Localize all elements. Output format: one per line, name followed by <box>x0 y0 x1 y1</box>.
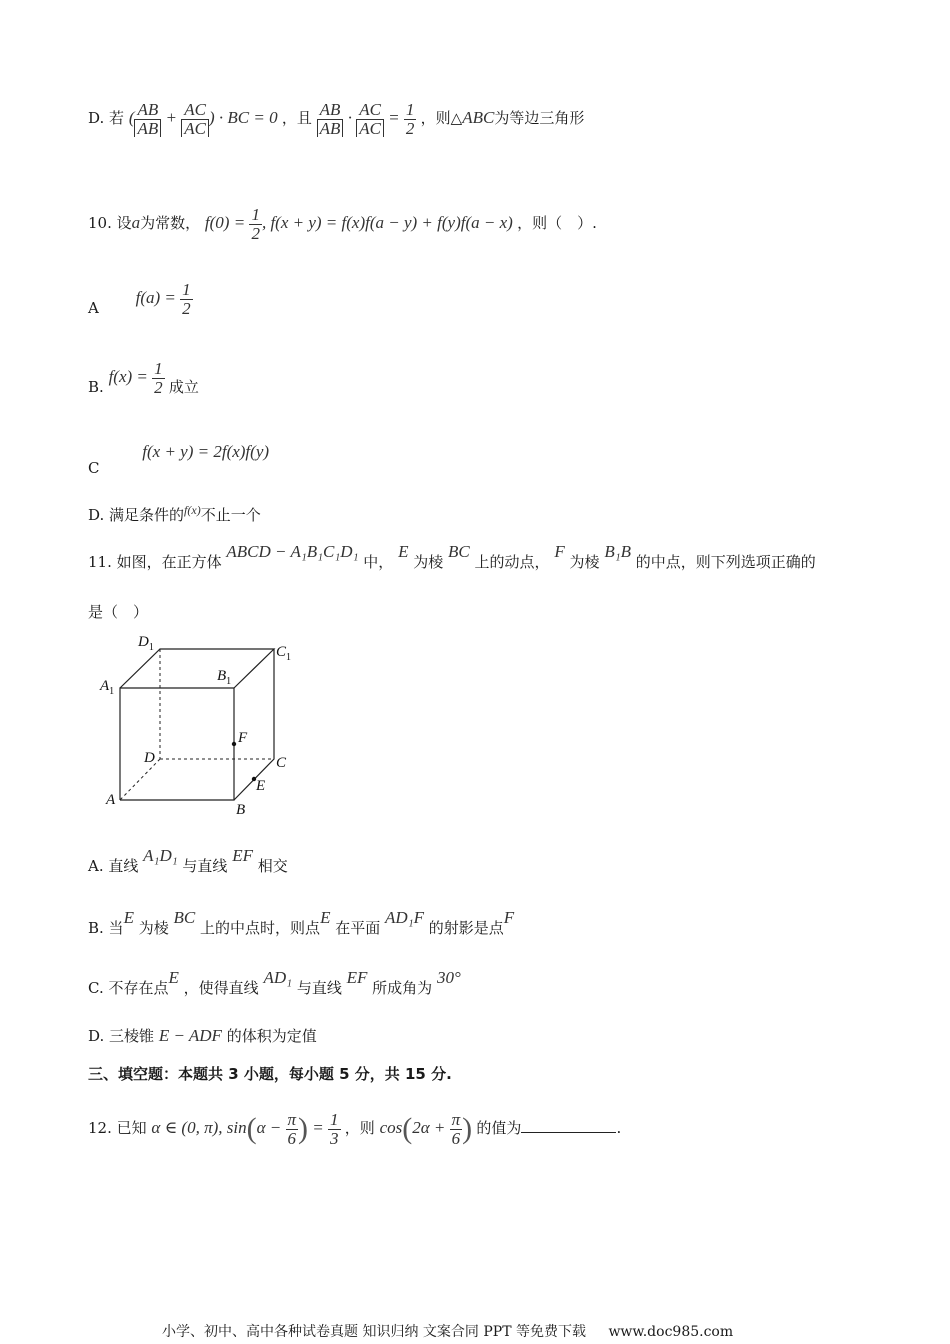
q10b-expr: f(x) = $\frac{1}{2}$ <box>108 358 163 397</box>
q10c-expr: f(x + y) = 2f(x)f(y) <box>142 442 270 461</box>
label-d: D <box>144 750 155 766</box>
label-a: A <box>106 792 116 808</box>
label-e: E <box>256 778 266 794</box>
q10-option-d: D. 满足条件的$^{f(x)}$不止一个 <box>88 503 261 524</box>
q10-option-b: B. f(x) = $\frac{1}{2}$ 成立 <box>88 358 199 397</box>
point-f <box>232 742 236 746</box>
label-a1: $A_1$ <box>100 678 115 697</box>
footer-url[interactable]: www.doc985.com <box>608 1324 734 1340</box>
q11-option-c: C. 不存在点E ，使得直线 AD₁ 与直线 EF 所成角为 30° <box>88 968 461 997</box>
footer <box>162 1322 733 1342</box>
answer-blank[interactable] <box>521 1118 616 1133</box>
cube-figure <box>98 628 308 818</box>
label-c: C <box>276 755 287 771</box>
footer-text: 小学、初中、高中各种试卷真题 知识归纳 文案合同 PPT 等免费下载 <box>162 1324 586 1340</box>
var-a: a <box>131 213 141 232</box>
label-c1: $C_1$ <box>276 644 292 663</box>
q12-condition: α ∈ (0, π), sin(α − $\frac{\pi}{6}$ ) = $\frac{1}{3}$ <box>151 1109 339 1148</box>
q11-option-b: B. 当E 为棱 BC 上的中点时，则点E 在平面 AD₁F 的射影是点F <box>88 908 515 937</box>
label-b1: $B_1$ <box>217 668 232 687</box>
label-f: F <box>238 730 248 746</box>
q10d-fx: f(x) <box>184 503 201 517</box>
cube-front-face <box>120 688 234 800</box>
q11-stem-line2: 是（ ） <box>88 603 149 621</box>
q9d-dot-product: $\frac{AB}{AB}$ · $\frac{AC}{AC}$ = $\frac{1}{2}$ <box>317 108 421 127</box>
label-d1: $D_1$ <box>138 634 154 653</box>
section-3-heading: 三、填空题：本题共 3 小题，每小题 5 分，共 15 分. <box>88 1065 452 1083</box>
cube-name: ABCD − A₁B₁C₁D₁ <box>226 542 359 561</box>
q10-stem: 10. 设a为常数， f(0) = $\frac{1}{2}$ , f(x + y) = f(x)f(a − y) + f(y)f(a − x) ，则（ ）. <box>88 204 597 243</box>
q10-option-a: A f(a) = $\frac{1}{2}$ <box>88 279 191 318</box>
cube-top-face <box>120 649 274 688</box>
q9d-expression: ( $\frac{AB}{AB}$ + $\frac{AC}{AC}$ ) · BC = 0 <box>128 99 278 138</box>
q10-condition: f(0) = $\frac{1}{2}$ , f(x + y) = f(x)f(a − y) + f(y)f(a − x) <box>204 204 513 243</box>
q12-expression: cos(2α + $\frac{\pi}{6}$ ) <box>379 1109 473 1148</box>
q12-stem: 12. 已知 α ∈ (0, π), sin(α − $\frac{\pi}{6}$ ) = $\frac{1}{3}$ ，则 cos(2α + $\frac{\pi}{6}$ ) 的值为 . <box>88 1109 622 1148</box>
label-b: B <box>236 802 246 818</box>
q11-stem: 11. 如图，在正方体 ABCD − A₁B₁C₁D₁ 中， E 为棱 BC 上的动点， F 为棱 B₁B 的中点，则下列选项正确的 <box>88 542 816 571</box>
triangle-abc: ABC <box>462 108 495 127</box>
q11-option-d: D. 三棱锥 E − ADF 的体积为定值 <box>88 1026 317 1045</box>
q10-option-c: C f(x + y) = 2f(x)f(y) <box>88 442 270 477</box>
q10a-expr: f(a) = $\frac{1}{2}$ <box>135 279 191 318</box>
q11-option-a: A. 直线 A₁D₁ 与直线 EF 相交 <box>88 846 288 875</box>
q9-option-d: D. 若 ( $\frac{AB}{AB}$ + $\frac{AC}{AC}$ ) · BC = 0 ，且 $\frac{AB}{AB}$ · $\frac{AC}{AC}$ = $\frac{1}{2}$ ，则△ABC为等边三角形 <box>88 99 585 138</box>
